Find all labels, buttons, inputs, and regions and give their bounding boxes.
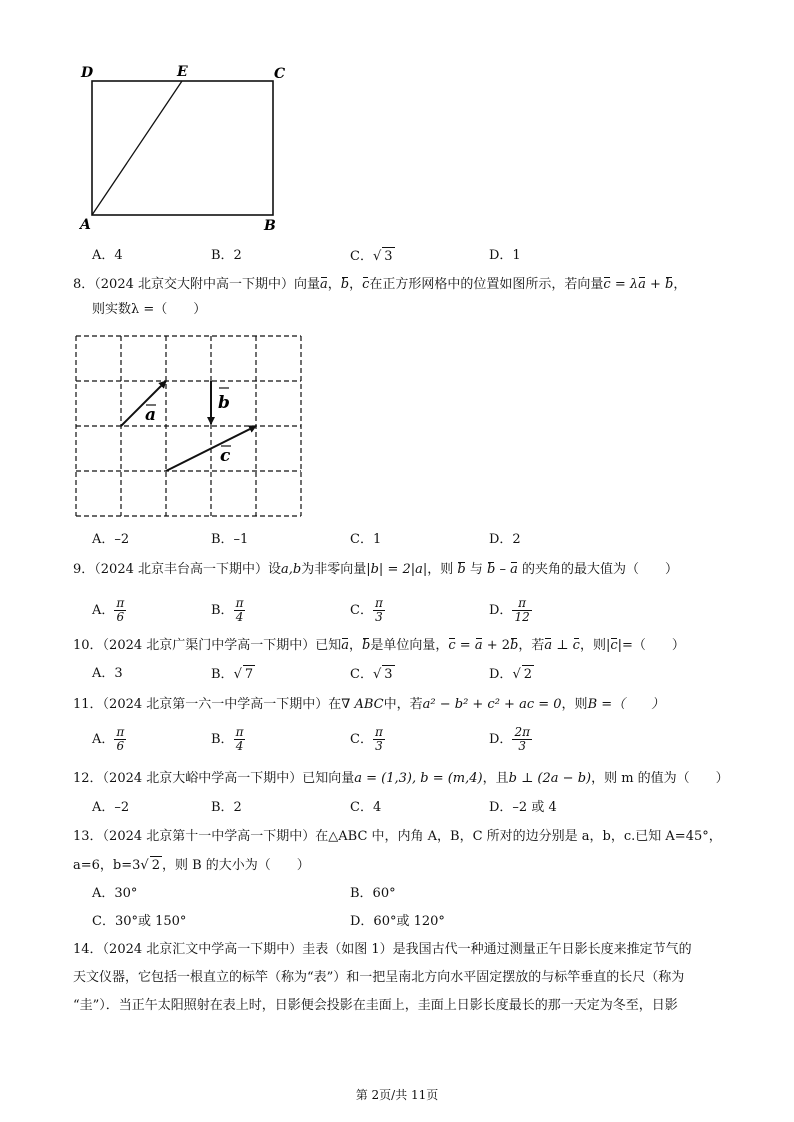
rectangle-abcd	[92, 81, 273, 215]
q10-vector-a2: a	[474, 638, 483, 653]
q11-option-b[interactable]	[211, 726, 245, 753]
q11-option-a-label: A．	[92, 732, 115, 747]
q9-condition: |b| = 2|a|	[366, 562, 428, 577]
q10-prefix: 10．（2024 北京广渠门中学高一下期中）已知	[73, 638, 342, 653]
q11-option-c-frac: $\frac{\pi}{3}$	[374, 725, 383, 753]
q11-stem	[73, 696, 664, 714]
q9-rest: ，则	[427, 562, 454, 577]
q8-option-c[interactable]: C．1	[350, 532, 382, 547]
q11-mid: 中，若	[383, 697, 423, 712]
q10-if: ，若	[518, 638, 545, 653]
q8-option-b[interactable]: B．–1	[211, 532, 249, 547]
q12-condition: b ⊥ (2a − b)	[508, 771, 592, 786]
q12-stem	[73, 770, 729, 788]
vector-b: b	[340, 277, 350, 292]
q11-equation: a² − b² + c² + ac = 0	[422, 697, 562, 712]
q11-option-d-label: D．	[489, 732, 513, 747]
label-c: C	[274, 66, 286, 82]
q11-option-b-label: B．	[211, 732, 234, 747]
q8-eq: = λ	[610, 277, 639, 292]
q12-option-d[interactable]: D．–2 或 4	[489, 800, 557, 815]
vector-c-eq: c	[603, 277, 611, 292]
q13-radicand: 2	[151, 858, 160, 873]
q12-option-b[interactable]: B．2	[211, 800, 242, 815]
q10-option-b[interactable]: B．√ 7	[211, 667, 254, 682]
q12-equation: a = (1,3), b = (m,4)	[354, 771, 483, 786]
q10-option-c-radicand: 3	[384, 667, 393, 682]
q11-option-a-frac: $\frac{\pi}{6}$	[116, 725, 125, 753]
q11-option-c[interactable]	[350, 726, 385, 753]
q11-option-c-label: C．	[350, 732, 373, 747]
arrow-b-label: b	[218, 393, 230, 413]
q11-then: ，则	[561, 697, 588, 712]
q9-option-c-label: C．	[350, 603, 373, 618]
q10-vector-c3: c	[610, 638, 618, 653]
q9-vector-b2: b	[487, 562, 496, 577]
q9-option-b-label: B．	[211, 603, 234, 618]
q13-option-d[interactable]: D．60°或 120°	[350, 914, 445, 929]
dashed-grid	[76, 336, 301, 516]
q8-prefix: 8．（2024 北京交大附中高一下期中）向量	[73, 277, 320, 292]
q14-line3: “圭”）．当正午太阳照射在表上时，日影便会投影在圭面上，圭面上日影长度最长的那一天定为冬至，日影	[73, 998, 678, 1013]
q10-option-d[interactable]: D．√ 2	[489, 667, 533, 682]
q10-option-d-radicand: 2	[523, 667, 533, 682]
q9-option-b-frac: $\frac{\pi}{4}$	[235, 596, 244, 624]
q10-unit: 是单位向量，	[370, 638, 449, 653]
q8-line2: 则实数λ =（ ）	[92, 302, 207, 317]
q9-option-d-frac: $\frac{\pi}{12}$	[514, 596, 530, 624]
q11-triangle: ∇ ABC	[341, 697, 384, 712]
vector-a: a	[320, 277, 328, 292]
q10-option-c-label: C．	[350, 667, 373, 682]
q13-option-b[interactable]: B．60°	[350, 886, 396, 901]
vector-c: c	[362, 277, 370, 292]
q10-option-d-label: D．	[489, 667, 513, 682]
q10-vector-b: b	[362, 638, 371, 653]
q14-line1: 14．（2024 北京汇文中学高一下期中）圭表（如图 1）是我国古代一种通过测量正午日影长度来推定节气的	[73, 942, 692, 957]
q7-option-c-label: C．	[350, 249, 373, 264]
vector-a-eq: a	[638, 277, 646, 292]
q13-line1: 13．（2024 北京第十一中学高一下期中）在△ABC 中，内角 A，B，C 所对的边分别是 a，b，c.已知 A=45°，	[73, 829, 722, 844]
q9-option-a[interactable]	[92, 597, 126, 624]
q10-vector-c: c	[448, 638, 456, 653]
q9-option-d[interactable]	[489, 597, 532, 624]
arrow-c-label: c	[220, 446, 231, 466]
q8-sep2: ，	[349, 277, 363, 292]
arrow-a-label: a	[145, 405, 157, 425]
vector-b-eq: b	[665, 277, 674, 292]
label-e: E	[177, 64, 188, 80]
q9-vector-b: b	[457, 562, 466, 577]
q10-tail: =（ ）	[622, 638, 685, 653]
q10-stem: 10．（2024 北京广渠门中学高一下期中）已知a，b是单位向量，c = a + 2b，若a ⊥ c，则|c|=（ ）	[73, 638, 685, 653]
q9-and: 与	[469, 562, 483, 577]
page-footer: 第 2页/共 11页	[355, 1088, 439, 1102]
q10-vector-c2: c	[572, 638, 580, 653]
q11-prefix: 11．（2024 北京第一六一中学高一下期中）在	[73, 697, 342, 712]
q8-plus: +	[645, 277, 666, 292]
q9-option-b[interactable]	[211, 597, 245, 624]
q12-option-c[interactable]: C．4	[350, 800, 382, 815]
q9-stem: 9．（2024 北京丰台高一下期中）设a,b为非零向量|b| = 2|a|，则 b 与 b – a 的夹角的最大值为（ ）	[73, 562, 679, 577]
q11-tail: B =（ ）	[587, 697, 665, 712]
q7-option-c[interactable]: C．√ 3	[350, 249, 393, 264]
q9-prefix: 9．（2024 北京丰台高一下期中）设	[73, 562, 281, 577]
q10-then: ，则	[579, 638, 606, 653]
q13-given: a=6，b=3	[73, 858, 141, 873]
q12-tail: ，则 m 的值为（ ）	[591, 771, 729, 786]
q9-vector-a: a	[510, 562, 518, 577]
q10-vector-b2: b	[510, 638, 519, 653]
q8-option-a[interactable]: A．–2	[92, 532, 130, 547]
q12-prefix: 12．（2024 北京大峪中学高一下期中）已知向量	[73, 771, 355, 786]
q9-option-a-frac: $\frac{\pi}{6}$	[116, 596, 125, 624]
q7-option-b[interactable]: B．2	[211, 248, 242, 263]
q12-and: ，且	[482, 771, 509, 786]
q10-option-b-label: B．	[211, 667, 234, 682]
q10-vector-a3: a	[544, 638, 553, 653]
q9-option-c-frac: $\frac{\pi}{3}$	[374, 596, 383, 624]
q13-option-c[interactable]: C．30°或 150°	[92, 914, 187, 929]
q8-stem	[73, 276, 686, 294]
segment-ae	[92, 81, 182, 215]
q10-sep: ，	[349, 638, 363, 653]
q9-option-c[interactable]	[350, 597, 385, 624]
q13-question: ，则 B 的大小为（ ）	[161, 858, 310, 873]
q9-option-a-label: A．	[92, 603, 115, 618]
q9-rest2: 的夹角的最大值为（ ）	[522, 562, 679, 577]
q9-mid: 为非零向量	[301, 562, 367, 577]
q8-option-d[interactable]: D．2	[489, 532, 521, 547]
q8-mid: 在正方形网格中的位置如图所示，若向量	[369, 277, 604, 292]
arrow-a	[121, 381, 166, 426]
q11-option-a[interactable]	[92, 726, 126, 753]
q9-vars: a,b	[281, 562, 302, 577]
q8-tail: ，	[673, 277, 687, 292]
q10-option-c[interactable]: C．√ 3	[350, 667, 393, 682]
q11-option-d-frac: $\frac{2\pi}{3}$	[514, 725, 530, 753]
q9-option-d-label: D．	[489, 603, 513, 618]
label-d: D	[81, 65, 94, 81]
q10-option-b-radicand: 7	[244, 667, 254, 682]
q7-option-c-radicand: 3	[384, 249, 393, 264]
q7-option-a[interactable]: A．4	[92, 248, 123, 263]
vector-grid-figure	[70, 330, 310, 520]
q13-line2: a=6，b=3√ 2 ，则 B 的大小为（ ）	[73, 858, 310, 873]
q14-line2: 天文仪器，它包括一根直立的标竿（称为“表”）和一把呈南北方向水平固定摆放的与标竿垂直的长尺（称为	[73, 970, 685, 985]
q11-option-b-frac: $\frac{\pi}{4}$	[235, 725, 244, 753]
q10-option-a[interactable]: A．3	[92, 666, 123, 681]
q12-option-a[interactable]: A．–2	[92, 800, 130, 815]
q8-sep1: ，	[327, 277, 341, 292]
q13-option-a[interactable]: A．30°	[92, 886, 138, 901]
q11-option-d[interactable]	[489, 726, 532, 753]
rectangle-figure	[78, 60, 298, 240]
q7-option-d[interactable]: D．1	[489, 248, 521, 263]
label-a: A	[80, 217, 91, 233]
q10-vector-a: a	[341, 638, 350, 653]
label-b: B	[264, 218, 276, 234]
